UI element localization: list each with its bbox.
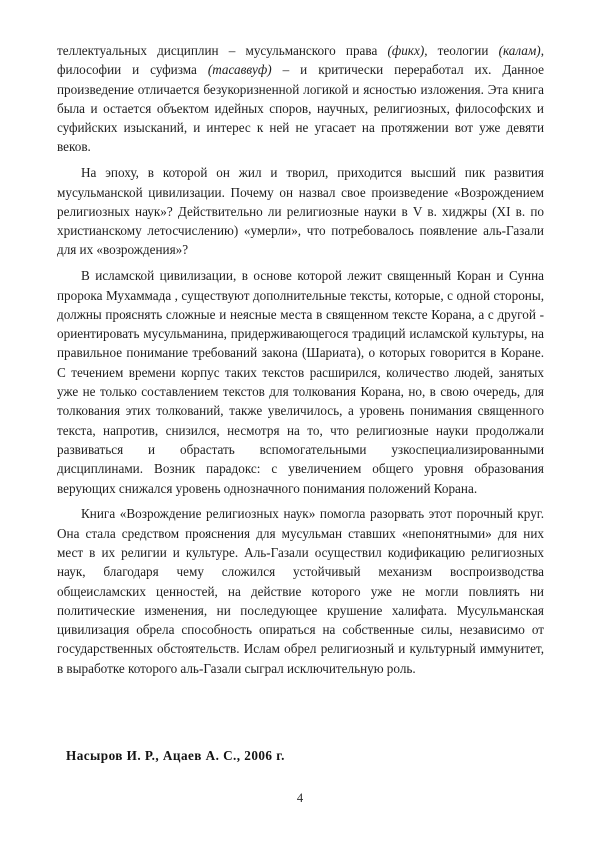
page-number: 4 (296, 791, 304, 805)
italic-term-tasawwuf: (тасаввуф) (207, 62, 272, 78)
text-run: теллектуальных дисциплин – мусульманского права (57, 43, 388, 58)
italic-term-kalam: (калам) (498, 43, 541, 58)
text-run: – и критически переработал их. Данное произведение отличается безукоризненной логикой и ясностью изложения. Эта книга была и остается объектом идейных споров, научных, религиозных, философских и суфийских изысканий, и интерес к ней не угасает на протяжении вот уже девяти веков. (57, 62, 544, 155)
text-run: , философии и суфизма (57, 43, 544, 78)
italic-term-fikh: (фикх) (387, 43, 425, 58)
paragraph-islamic-civilization: В исламской цивилизации, в основе которой лежит священный Коран и Сунна пророка Мухаммада , существуют дополнительные тексты, которые, с одной стороны, должны прояснять сложные и неясные места в священном тексте Корана, а с другой - ориентировать мусульманина, придерживающегося традиций исламской культуры, на правильное понимание требований закона (Шариата), о которых говорится в Коране. С течением времени корпус таких текстов расширился, количество людей, занятых уже не только составлением текстов для толкования Корана, но, в свою очередь, для толкования этих толкований, также увеличилось, а уровень понимания священного текста, напротив, снизился, несмотря на то, что религиозные науки продолжали развиваться и обрастать вспомогательными узкоспециализированными дисциплинами. Возник парадокс: с увеличением общего уровня образования верующих снижался уровень однозначного понимания положений Корана. (57, 268, 544, 496)
author-attribution: Насыров И. Р., Ацаев А. С., 2006 г. (66, 748, 285, 763)
paragraph-book-revival: Книга «Возрождение религиозных наук» помогла разорвать этот порочный круг. Она стала средством прояснения для мусульман ставших «непонятными» для них мест в их религии и культуре. Аль-Газали осуществил кодификацию религиозных наук, благодаря чему сложился устойчивый механизм воспроизводства общеисламских ценностей, на действие которого уже не могли повлиять ни политические изменения, ни последующее крушение халифата. Мусульманская цивилизация обрела способность опираться на собственные силы, независимо от государственных обстоятельств. Ислам обрел религиозный и культурный иммунитет, в выработке которого аль-Газали сыграл исключительную роль. (57, 506, 544, 676)
paragraph-epoch: На эпоху, в которой он жил и творил, приходится высший пик развития мусульманской цивилизации. Почему он назвал свое произведение «Возрождением религиозных наук»? Действительно ли религиозные науки в V в. хиджры (XI в. по христианскому летосчислению) «умерли», что потребовалось появление аль-Газали для их «возрождения»? (57, 165, 544, 258)
paragraph-continuation (57, 41, 544, 157)
text-column (57, 41, 544, 678)
text-run: , теологии (424, 43, 499, 58)
